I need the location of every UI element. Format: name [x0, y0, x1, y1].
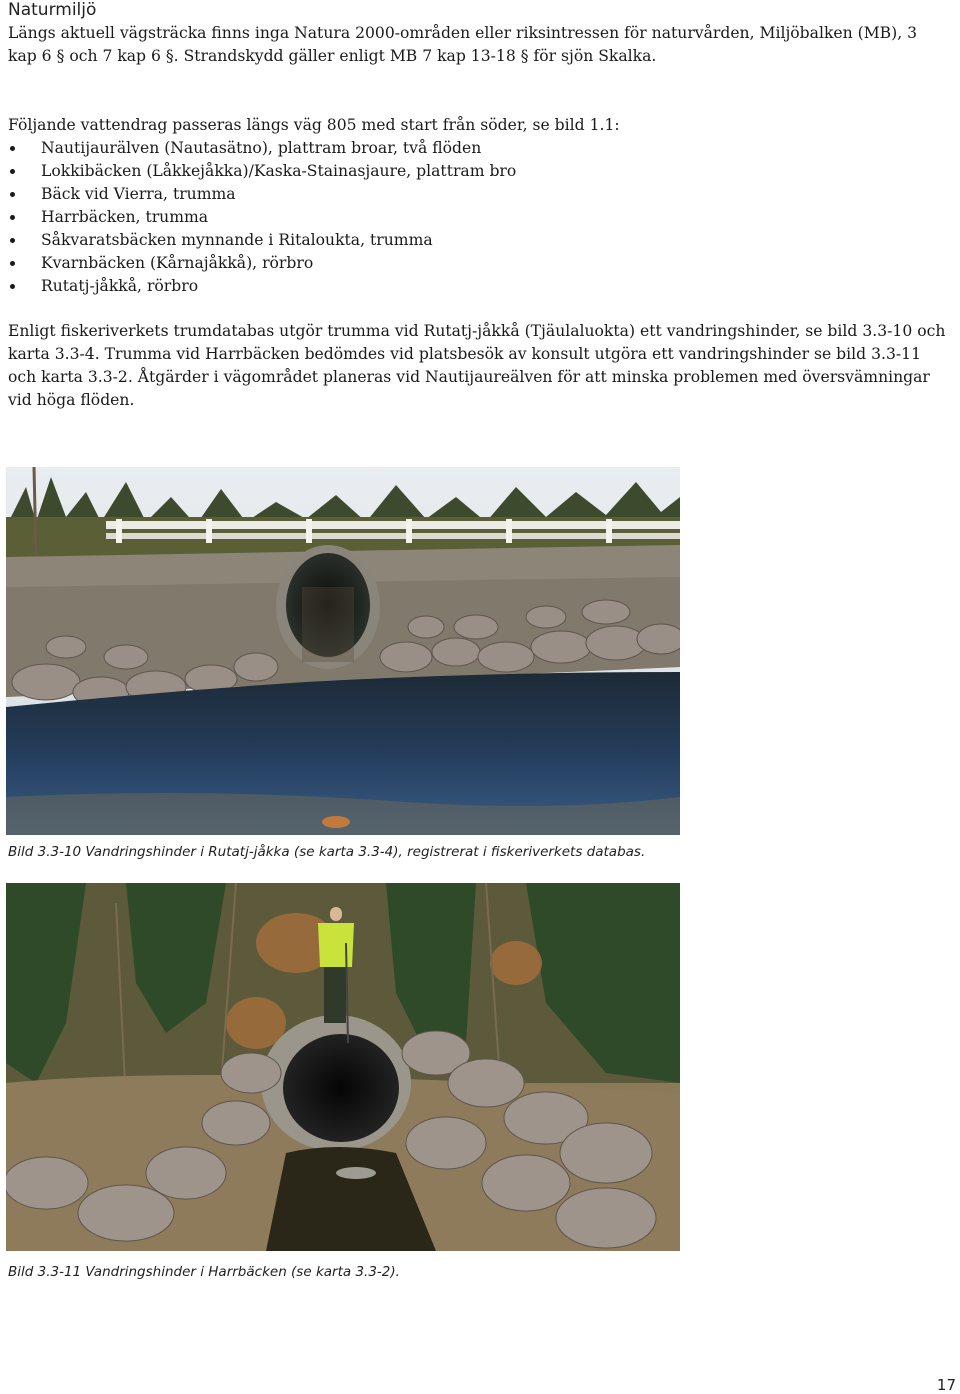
bullet-icon [10, 215, 15, 220]
list-item: Nautijaurälven (Nautasätno), plattram broar, två flöden [8, 137, 948, 160]
list-item: Kvarnbäcken (Kårnajåkkå), rörbro [8, 252, 948, 275]
photo-caption: Bild 3.3-11 Vandringshinder i Harrbäcken (se karta 3.3-2). [8, 1264, 400, 1280]
bullet-icon [10, 192, 15, 197]
bullet-icon [10, 169, 15, 174]
list-item: Lokkibäcken (Låkkejåkka)/Kaska-Stainasjaure, plattram bro [8, 160, 948, 183]
bullet-icon [10, 238, 15, 243]
culvert-photo-rutatj [6, 467, 680, 835]
bullet-icon [10, 284, 15, 289]
bullet-icon [10, 146, 15, 151]
page-number: 17 [936, 1376, 956, 1394]
list-item: Såkvaratsbäcken mynnande i Ritaloukta, trumma [8, 229, 948, 252]
streams-intro-paragraph: Följande vattendrag passeras längs väg 805 med start från söder, se bild 1.1: [8, 116, 620, 134]
streams-list [8, 137, 948, 298]
culvert-photo-harrbacken [6, 883, 680, 1251]
photo-caption: Bild 3.3-10 Vandringshinder i Rutatj-jåkka (se karta 3.3-4), registrerat i fiskeriverkets databas. [8, 844, 646, 860]
list-item: Rutatj-jåkkå, rörbro [8, 275, 948, 298]
bullet-icon [10, 261, 15, 266]
section-heading: Naturmiljö [8, 0, 97, 20]
list-item: Harrbäcken, trumma [8, 206, 948, 229]
list-item: Bäck vid Vierra, trumma [8, 183, 948, 206]
intro-paragraph: Längs aktuell vägsträcka finns inga Natura 2000-områden eller riksintressen för naturvården, Miljöbalken (MB), 3 kap 6 § och 7 kap 6 §. Strandskydd gäller enligt MB 7 kap 13-18 § för sjön Skalka. [8, 24, 918, 65]
fish-database-paragraph: Enligt fiskeriverkets trumdatabas utgör trumma vid Rutatj-jåkkå (Tjäulaluokta) ett vandringshinder, se bild 3.3-10 och karta 3.3-4. Trumma vid Harrbäcken bedömdes vid platsbesök av konsult utgöra ett vandringshinder se bild 3.3-11 och karta 3.3-2. Åtgärder i vägområdet planeras vid Nautijaureälven för att minska problemen med översvämningar vid höga flöden. [8, 322, 946, 409]
